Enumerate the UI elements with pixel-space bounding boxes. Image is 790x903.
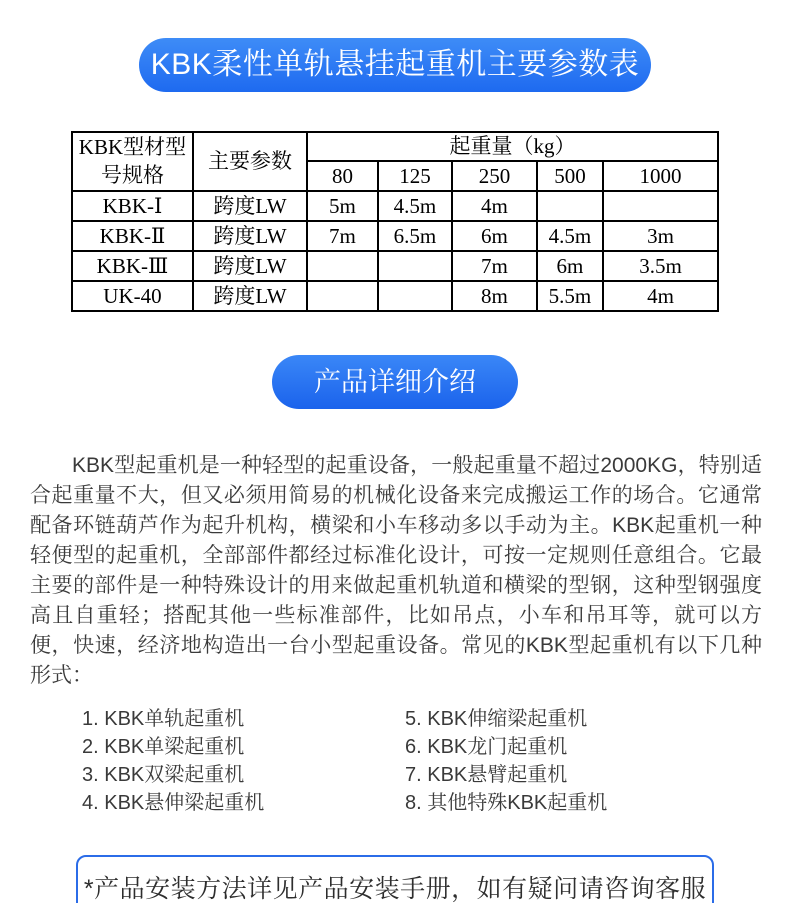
table-row	[72, 281, 718, 311]
product-detail-button[interactable]: 产品详细介绍	[272, 355, 518, 409]
table-header-capacity: 80	[307, 161, 378, 191]
cell-model: KBK-Ⅰ	[72, 191, 193, 221]
cell-value: 5.5m	[537, 281, 603, 311]
crane-type-column-right	[405, 705, 728, 817]
cell-value	[378, 281, 452, 311]
page-title: KBK柔性单轨悬挂起重机主要参数表	[139, 38, 651, 92]
cell-value	[537, 191, 603, 221]
list-item: 3. KBK双梁起重机	[82, 764, 245, 787]
cell-param: 跨度LW	[193, 221, 307, 251]
cell-value: 4.5m	[378, 191, 452, 221]
list-item: 1. KBK单轨起重机	[82, 708, 245, 731]
list-item: 5. KBK伸缩梁起重机	[405, 708, 588, 731]
list-item: 7. KBK悬臂起重机	[405, 764, 568, 787]
cell-param: 跨度LW	[193, 191, 307, 221]
list-item: 2. KBK单梁起重机	[82, 736, 245, 759]
installation-note-box	[76, 855, 714, 903]
intro-paragraph: KBK型起重机是一种轻型的起重设备，一般起重量不超过2000KG，特别适合起重量不大，但又必须用简易的机械化设备来完成搬运工作的场合。它通常配备环链葫芦作为起升机构，横梁和小车移动多以手动为主。KBK起重机一种轻便型的起重机，全部部件都经过标准化设计，可按一定规则任意组合。它最主要的部件是一种特殊设计的用来做起重机轨道和横梁的型钢，这种型钢强度高且自重轻；搭配其他一些标准部件，比如吊点，小车和吊耳等，就可以方便，快速，经济地构造出一台小型起重设备。常见的KBK型起重机有以下几种形式：	[30, 454, 762, 688]
cell-param: 跨度LW	[193, 251, 307, 281]
table-header-capacity: 250	[452, 161, 537, 191]
cell-param: 跨度LW	[193, 281, 307, 311]
list-item: 6. KBK龙门起重机	[405, 736, 568, 759]
cell-value: 4m	[452, 191, 537, 221]
cell-model: KBK-Ⅲ	[72, 251, 193, 281]
cell-value: 7m	[307, 221, 378, 251]
table-header-param: 主要参数	[193, 132, 307, 191]
table-header-model: KBK型材型号规格	[72, 132, 193, 191]
table-header-capacity: 1000	[603, 161, 718, 191]
cell-value	[307, 251, 378, 281]
cell-value: 4m	[603, 281, 718, 311]
table-header-capacity: 125	[378, 161, 452, 191]
cell-model: UK-40	[72, 281, 193, 311]
cell-value: 6.5m	[378, 221, 452, 251]
cell-value	[378, 251, 452, 281]
cell-value: 4.5m	[537, 221, 603, 251]
cell-value: 7m	[452, 251, 537, 281]
cell-value: 6m	[537, 251, 603, 281]
table-row	[72, 221, 718, 251]
table-row	[72, 191, 718, 221]
crane-type-column-left	[82, 705, 405, 817]
cell-model: KBK-Ⅱ	[72, 221, 193, 251]
cell-value: 3m	[603, 221, 718, 251]
crane-type-list	[82, 705, 790, 817]
table-header-capacity: 500	[537, 161, 603, 191]
cell-value: 3.5m	[603, 251, 718, 281]
cell-value	[603, 191, 718, 221]
list-item: 4. KBK悬伸梁起重机	[82, 792, 265, 815]
table-header-capacity-group: 起重量（kg）	[307, 132, 718, 161]
cell-value: 5m	[307, 191, 378, 221]
list-item: 8. 其他特殊KBK起重机	[405, 792, 608, 815]
table-row	[72, 251, 718, 281]
cell-value: 6m	[452, 221, 537, 251]
spec-table	[71, 131, 719, 312]
cell-value: 8m	[452, 281, 537, 311]
cell-value	[307, 281, 378, 311]
installation-note-text: *产品安装方法详见产品安装手册，如有疑问请咨询客服	[83, 874, 707, 903]
